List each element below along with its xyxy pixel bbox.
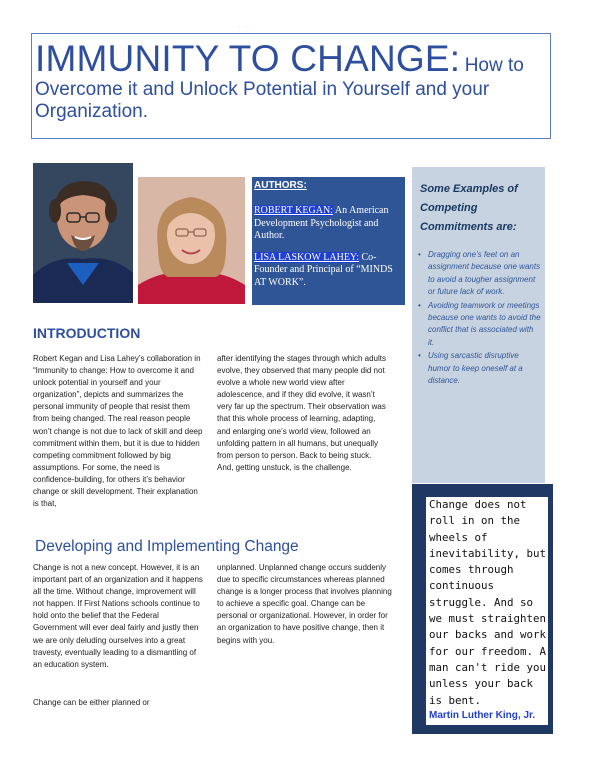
author-description: An American Development Psychologist and Author. [254, 205, 389, 241]
list-item: • Avoiding teamwork or meetings because one wants to avoid the conflict that is associated with it. [417, 300, 541, 350]
authors-box [252, 177, 405, 305]
kegan-photo [33, 163, 133, 303]
subtitle-inline: How to [464, 55, 524, 76]
lahey-photo [138, 177, 245, 304]
list-item: • Dragging one’s feet on an assignment because one wants to avoid a tougher assignment or future lack of work. [417, 249, 541, 299]
quote-box [412, 484, 553, 734]
subtitle-line-2: Overcome it and Unlock Potential in Yourself and your [35, 79, 490, 100]
author-entry [254, 252, 403, 290]
watermark: · · · [238, 22, 256, 31]
sidebar-heading: Some Examples of Competing Commitments are: [420, 183, 518, 233]
authors-heading: AUTHORS: [254, 180, 307, 191]
title-box [31, 33, 551, 139]
quote-author: Martin Luther King, Jr. [429, 709, 536, 721]
page-title: IMMUNITY TO CHANGE: [35, 38, 461, 79]
section-heading: Developing and Implementing Change [35, 538, 299, 555]
competing-commitments-sidebar [412, 167, 545, 483]
author-name-link[interactable]: ROBERT KEGAN: [254, 205, 333, 216]
developing-paragraph-3: unplanned. Unplanned change occurs suddenly due to specific circumstances whereas planned change is a longer process that involves planning to achieve a specific goal. Change can be personal or organizational. However, in order for an organization to have positive change, then it begins with you. [217, 563, 392, 645]
sidebar-list [417, 249, 541, 388]
developing-paragraph-1: Change is not a new concept. However, it is an important part of an organization and it happens all the time. Without change, improvement will not happen. If First Nations schools continue to hold onto the belief that the Federal Government will ever deal fairly and justly then we are only deluding ourselves into a great travesty, eventually leading to a dismantling of an education system. [33, 563, 203, 669]
intro-heading: INTRODUCTION [33, 325, 141, 341]
author-description: Co-Founder and Principal of “MINDS AT WORK”. [254, 251, 393, 288]
quote-text: Change does not roll in on the wheels of inevitability, but comes through continuous struggle. And so we must straighten our backs and work for our freedom. A man can't ride you unless your back is bent. [429, 498, 547, 707]
developing-paragraph-2: Change can be either planned or [33, 698, 150, 707]
kegan-portrait [33, 163, 133, 303]
intro-paragraph-1: Robert Kegan and Lisa Lahey’s collaboration in “Immunity to change: How to overcome it and unlock potential in yourself and your organization”, depicts and summarizes the personal immunity of people that resist them from being changed. The real reason people won’t change is not due to lack of skill and deep commitment within them, but it is due to hidden competing commitment followed by big assumptions. For some, the need is confidence-building, for others it’s behavior change or skill development. Their explanation is that, [33, 354, 203, 509]
list-item: • Using sarcastic disruptive humor to keep oneself at a distance. [417, 350, 541, 387]
subtitle-line-3: Organization. [35, 101, 149, 122]
intro-paragraph-2: after identifying the stages through which adults evolve, they observed that many people did not evolve a whole new world view after adolescence, and if they did evolve, it wasn’t very far up the spectrum. Their observation was that this whole process of learning, adapting, and enlarging one’s world view, followed an unfolding pattern in all humans, but unequally from person to person. Back to being stuck. And, getting unstuck, is the challenge. [217, 354, 386, 472]
quote-panel [426, 497, 548, 725]
author-name-link[interactable]: LISA LASKOW LAHEY: [254, 251, 360, 263]
lahey-portrait [138, 177, 245, 304]
author-entry [254, 205, 403, 243]
title-line-1 [35, 38, 546, 80]
